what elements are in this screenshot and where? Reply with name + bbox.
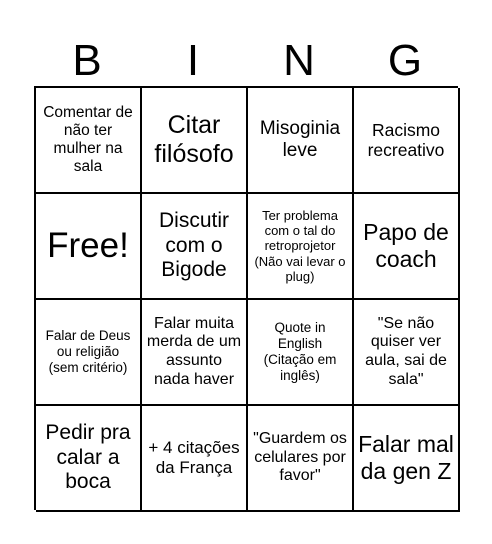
- bingo-cell[interactable]: [354, 194, 460, 300]
- free-cell[interactable]: [36, 194, 142, 300]
- bingo-cell[interactable]: [142, 88, 248, 194]
- cell-text: "Guardem os celulares por favor": [253, 429, 347, 485]
- bingo-cell[interactable]: [142, 300, 248, 406]
- cell-text: Ter problema com o tal do retroprojetor (Não vai levar o plug): [254, 207, 346, 284]
- cell-text: Pedir pra calar a boca: [45, 421, 131, 494]
- cell-text: Citar filósofo: [154, 110, 234, 168]
- bingo-cell[interactable]: [248, 88, 354, 194]
- cell-text: Falar muita merda de um assunto nada haver: [146, 314, 242, 388]
- cell-text: Discutir com o Bigode: [158, 209, 229, 282]
- bingo-cell[interactable]: [354, 88, 460, 194]
- header-letter-i: I: [186, 36, 200, 85]
- bingo-cell[interactable]: [248, 194, 354, 300]
- header-letter-b: B: [72, 36, 102, 85]
- bingo-cell[interactable]: [36, 406, 142, 512]
- bingo-header: [34, 36, 458, 86]
- header-letter-g: G: [387, 36, 423, 85]
- cell-text: Misoginia leve: [259, 117, 341, 161]
- cell-text: Falar de Deus ou religião (sem critério): [45, 328, 131, 375]
- bingo-grid: [34, 86, 458, 510]
- cell-text: + 4 citações da França: [148, 438, 240, 477]
- bingo-cell[interactable]: [36, 300, 142, 406]
- cell-text: Quote in English (Citação em inglês): [263, 320, 337, 383]
- bingo-cell[interactable]: [248, 406, 354, 512]
- bingo-cell[interactable]: [142, 194, 248, 300]
- cell-text: Racismo recreativo: [367, 119, 445, 160]
- bingo-cell[interactable]: [36, 88, 142, 194]
- cell-text: Comentar de não ter mulher na sala: [43, 103, 133, 176]
- cell-text: "Se não quiser ver aula, sai de sala": [365, 314, 447, 388]
- cell-text: Falar mal da gen Z: [358, 431, 454, 484]
- bingo-cell[interactable]: [354, 300, 460, 406]
- bingo-cell[interactable]: [248, 300, 354, 406]
- cell-text: Free!: [47, 225, 129, 265]
- bingo-cell[interactable]: [354, 406, 460, 512]
- cell-text: Papo de coach: [363, 219, 449, 272]
- bingo-cell[interactable]: [142, 406, 248, 512]
- header-letter-n: N: [283, 36, 315, 85]
